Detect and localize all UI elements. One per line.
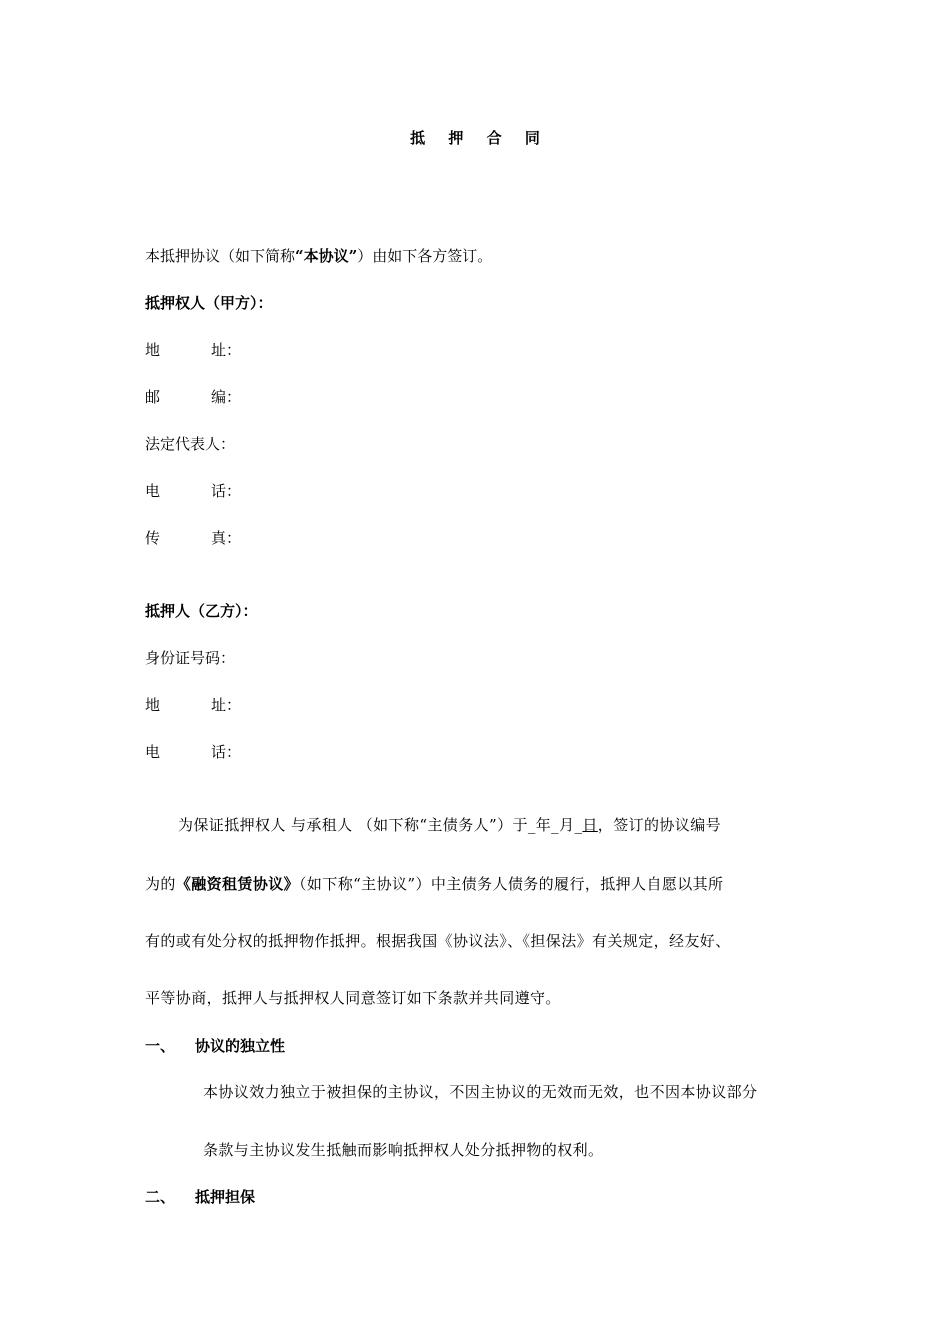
intro-pre: 本抵押协议（如下简称 <box>145 247 296 265</box>
preamble-line-1 <box>145 815 809 835</box>
field-label: 法定代表人： <box>145 435 236 453</box>
preamble-line-3: 有的或有处分权的抵押物作抵押。根据我国《协议法》、《担保法》有关规定，经友好、 <box>145 932 731 950</box>
section-1-line-2: 条款与主协议发生抵触而影响抵押权人处分抵押物的权利。 <box>203 1141 604 1159</box>
party-a-field-legal-rep <box>145 434 235 454</box>
field-label: 真： <box>211 529 242 547</box>
party-a-heading: 抵押权人（甲方）： <box>145 294 273 312</box>
field-label: 邮 <box>145 388 161 406</box>
intro-bold: “本协议” <box>295 247 358 265</box>
preamble-underline: 日 <box>582 816 598 834</box>
preamble-text: ，签订的协议编号 <box>597 816 721 834</box>
field-label: 电 <box>145 743 161 761</box>
field-label: 身份证号码： <box>145 649 236 667</box>
section-2-heading <box>145 1187 255 1207</box>
section-1-heading <box>145 1036 285 1056</box>
preamble-text: （如下称“主协议”）中主债务人债务的履行，抵押人自愿以其所 <box>299 875 724 893</box>
section-title: 抵押担保 <box>195 1188 256 1206</box>
party-b-field-id <box>145 648 235 668</box>
section-title: 协议的独立性 <box>195 1037 286 1055</box>
section-number: 二、 <box>145 1188 176 1206</box>
document-title: 抵 押 合 同 <box>410 129 549 147</box>
preamble-line-2 <box>145 874 809 894</box>
party-a-field-phone <box>145 481 241 501</box>
field-label: 地 <box>145 696 161 714</box>
field-label: 话： <box>211 482 242 500</box>
preamble-bold: 《融资租赁协议》 <box>175 875 300 893</box>
party-a-field-fax <box>145 528 241 548</box>
party-a-field-address <box>145 340 241 360</box>
preamble-text: 为的 <box>145 875 176 893</box>
field-label: 话： <box>211 743 242 761</box>
intro-line <box>145 246 492 266</box>
party-b-field-address <box>145 695 241 715</box>
party-b-field-phone <box>145 742 241 762</box>
section-1-line-1: 本协议效力独立于被担保的主协议，不因主协议的无效而无效，也不因本协议部分 <box>203 1083 758 1101</box>
field-label: 编： <box>211 388 242 406</box>
field-label: 传 <box>145 529 161 547</box>
preamble-text: 为保证抵押权人 与承租人 （如下称“主债务人”）于_年_月_ <box>178 816 583 834</box>
field-label: 电 <box>145 482 161 500</box>
party-a-field-postcode <box>145 387 241 407</box>
party-b-heading: 抵押人（乙方）： <box>145 602 258 620</box>
field-label: 址： <box>211 696 242 714</box>
field-label: 址： <box>211 341 242 359</box>
intro-post: ）由如下各方签订。 <box>357 247 493 265</box>
field-label: 地 <box>145 341 161 359</box>
preamble-line-4: 平等协商，抵押人与抵押权人同意签订如下条款并共同遵守。 <box>145 989 561 1007</box>
section-number: 一、 <box>145 1037 176 1055</box>
